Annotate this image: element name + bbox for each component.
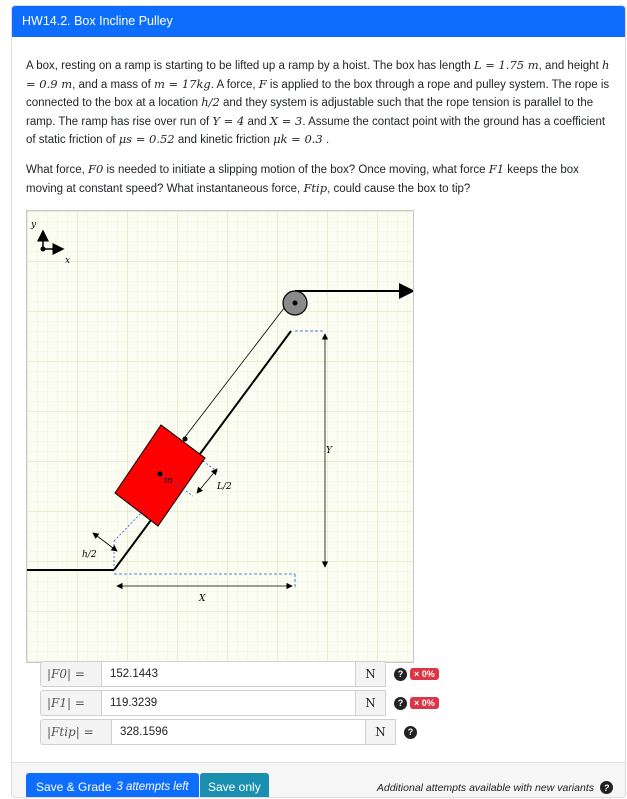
y-dim-label: Y xyxy=(326,446,332,456)
text-segment: A box, resting on a ramp is starting to be lifted up a ramp by a hoist. The box has length xyxy=(26,60,474,72)
rope-attachment xyxy=(183,437,188,442)
attempts-left-label: 3 attempts left xyxy=(116,781,189,793)
math-force: F xyxy=(258,76,267,91)
text-segment: is applied to the box through a rope and pulley system. The rope is connected to the box at a location xyxy=(26,78,610,109)
question-card xyxy=(11,5,626,798)
math-rise: Y = 4 xyxy=(212,113,245,128)
mass-label: m xyxy=(164,476,173,486)
text-segment: , could cause the box to tip? xyxy=(327,182,471,195)
math-f0: F0 xyxy=(88,162,104,176)
x-dim-label: X xyxy=(199,594,206,604)
text-segment: is needed to initiate a slipping motion of the box? Once moving, what force xyxy=(103,164,489,176)
math-length: L = 1.75 m xyxy=(473,58,539,72)
answer-input-ftip[interactable]: 328.1596 xyxy=(112,719,366,745)
answer-label-ftip: |Ftip| = xyxy=(40,719,112,745)
help-icon[interactable]: ? xyxy=(394,668,407,681)
l-half-label: L/2 xyxy=(217,482,232,492)
text-segment: and kinetic friction xyxy=(174,134,274,146)
pulley-axle xyxy=(293,301,298,306)
problem-question xyxy=(26,161,611,198)
axis-x-label: x xyxy=(65,256,71,266)
center-of-mass xyxy=(158,472,163,477)
save-and-grade-button[interactable] xyxy=(26,773,199,798)
math-mu-static: μs = 0.52 xyxy=(118,132,175,146)
help-icon[interactable]: ? xyxy=(404,726,417,739)
problem-figure xyxy=(26,210,414,663)
text-segment: . A force, xyxy=(210,78,259,91)
h-half-label: h/2 xyxy=(82,550,97,560)
math-height: h = 0.9 m xyxy=(26,58,610,91)
unit-label-f0: N xyxy=(356,661,386,687)
score-badge-f0: × 0% xyxy=(410,668,439,680)
math-run: X = 3 xyxy=(269,113,303,128)
answer-label-f0: |F0| = xyxy=(40,661,102,687)
answer-row-ftip xyxy=(40,719,417,745)
answer-label-f1: |F1| = xyxy=(40,690,102,716)
card-footer xyxy=(12,762,625,798)
problem-statement xyxy=(26,57,611,150)
question-title: HW14.2. Box Incline Pulley xyxy=(12,6,625,37)
unit-label-ftip: N xyxy=(366,719,396,745)
answer-input-f1[interactable]: 119.3239 xyxy=(102,690,356,716)
attempts-note-text: Additional attempts available with new variants xyxy=(376,781,594,794)
text-segment: . Assume the contact point with the ground has a coefficient of static friction of xyxy=(26,115,606,146)
figure-svg xyxy=(27,211,413,662)
math-h-half: h/2 xyxy=(201,95,220,109)
text-segment: , and a mass of xyxy=(72,78,154,91)
info-icon[interactable]: ? xyxy=(600,781,613,794)
math-mass: m = 17kg xyxy=(153,76,211,91)
axis-y-label: y xyxy=(31,220,37,230)
unit-label-f1: N xyxy=(356,690,386,716)
text-segment: . xyxy=(322,134,330,146)
text-segment: and xyxy=(244,115,270,128)
text-segment: , and height xyxy=(538,60,602,72)
save-and-grade-label: Save & Grade xyxy=(36,780,112,794)
math-f1: F1 xyxy=(488,162,505,176)
help-icon[interactable]: ? xyxy=(394,697,407,710)
math-ftip: Ftip xyxy=(303,180,328,195)
grid xyxy=(27,211,413,662)
text-segment: and they system is adjustable such that the rope tension is parallel to the ramp. The ramp has rise over run of xyxy=(26,97,594,128)
answer-row-f1 xyxy=(40,690,439,716)
text-segment: What force, xyxy=(26,164,88,176)
math-mu-kinetic: μk = 0.3 xyxy=(273,132,323,146)
text-segment: keeps the box moving at constant speed? What instantaneous force, xyxy=(26,164,579,195)
answer-area xyxy=(26,661,626,761)
save-only-button[interactable]: Save only xyxy=(200,773,269,798)
attempts-note xyxy=(377,781,613,794)
answer-input-f0[interactable]: 152.1443 xyxy=(102,661,356,687)
score-badge-f1: × 0% xyxy=(410,697,439,709)
answer-row-f0 xyxy=(40,661,439,687)
